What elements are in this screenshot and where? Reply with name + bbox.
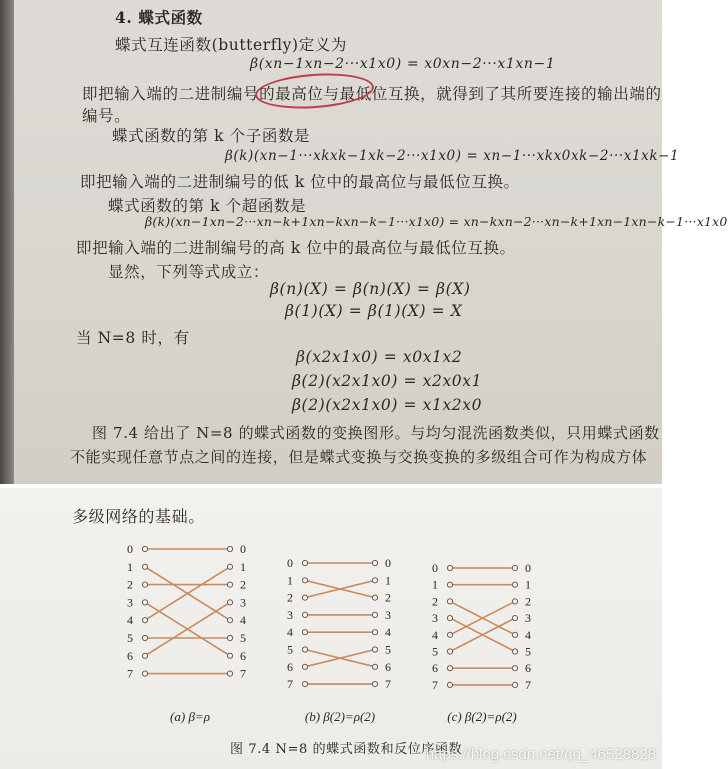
equation-n8-1: β(x2x1x0) = x0x1x2 (296, 348, 463, 366)
node-label-left: 7 (432, 677, 438, 692)
node-label-left: 7 (287, 677, 293, 692)
node-right (372, 630, 377, 635)
node-right (372, 560, 377, 565)
handwritten-ink-circle (254, 70, 375, 112)
node-left (142, 600, 147, 605)
node-right (512, 565, 517, 570)
node-right (227, 671, 232, 676)
node-right (227, 546, 232, 551)
node-label-right: 2 (385, 590, 391, 605)
node-label-right: 6 (240, 648, 246, 663)
node-left (142, 546, 147, 551)
node-right (372, 612, 377, 617)
node-right (372, 647, 377, 652)
equation-identity-2: β(1)(X) = β(1)(X) = X (285, 302, 463, 320)
node-left (302, 630, 307, 635)
equation-definition: β(xn−1xn−2···x1x0) = x0xn−2···x1xn−1 (250, 56, 556, 72)
node-left (447, 582, 452, 587)
node-left (447, 599, 452, 604)
node-left (447, 666, 452, 671)
equation-n8-2: β(2)(x2x1x0) = x2x0x1 (292, 372, 483, 390)
node-label-right: 0 (240, 542, 246, 556)
node-left (142, 653, 147, 658)
n8-statement: 当 N=8 时，有 (76, 329, 190, 347)
butterfly-diagrams-figure (0, 488, 662, 769)
diagram-caption: (b) β(2)=ρ(2) (304, 709, 376, 724)
figure-caption: 图 7.4 N=8 的蝶式函数和反位序函数 (230, 742, 463, 757)
butterfly-diagram-c (432, 561, 531, 724)
node-right (512, 682, 517, 687)
node-label-left: 4 (287, 625, 293, 640)
butterfly-diagram-a (127, 542, 246, 724)
node-label-left: 0 (432, 561, 438, 575)
figure-description-line-a: 图 7.4 给出了 N=8 的蝶式函数的变换图形。与均匀混洗函数类似，只用蝶式函数 (92, 424, 660, 442)
equation-identity-1: β(n)(X) = β(n)(X) = β(X) (270, 280, 471, 298)
node-left (302, 595, 307, 600)
node-label-left: 2 (432, 594, 438, 609)
explanation-line-1a: 即把输入端的二进制编号的最高位与最低位互换，就得到了其所要连接的输出端的 (82, 85, 662, 103)
section-heading: 4. 蝶式函数 (115, 8, 203, 27)
node-left (302, 682, 307, 687)
node-label-left: 3 (287, 607, 293, 622)
watermark: https://blog.csdn.net/qq_46528828 (425, 746, 656, 763)
node-left (447, 632, 452, 637)
node-right (512, 632, 517, 637)
node-label-left: 6 (432, 661, 438, 676)
node-label-right: 6 (525, 661, 531, 676)
figure-description-line-b: 不能实现任意节点之间的连接，但是蝶式变换与交换变换的多级组合可作为构成方体 (70, 448, 648, 466)
node-label-right: 3 (525, 611, 531, 626)
equation-n8-3: β(2)(x2x1x0) = x1x2x0 (292, 396, 483, 414)
node-left (302, 560, 307, 565)
diagram-caption: (c) β(2)=ρ(2) (447, 709, 517, 724)
node-label-left: 4 (432, 627, 438, 642)
node-right (512, 616, 517, 621)
node-label-left: 5 (287, 642, 293, 657)
node-label-right: 5 (525, 644, 531, 659)
node-right (227, 618, 232, 623)
node-right (227, 564, 232, 569)
node-label-left: 3 (127, 595, 133, 610)
subfunction-intro: 蝶式函数的第 k 个子函数是 (112, 127, 311, 145)
textbook-page-photo-bottom (0, 488, 662, 769)
node-right (372, 664, 377, 669)
node-left (447, 565, 452, 570)
butterfly-diagram-b (287, 556, 391, 724)
node-left (302, 664, 307, 669)
explanation-line-3: 即把输入端的二进制编号的高 k 位中的最高位与最低位互换。 (76, 239, 516, 257)
node-label-left: 1 (432, 577, 438, 592)
node-left (447, 682, 452, 687)
node-right (227, 653, 232, 658)
node-right (372, 682, 377, 687)
node-left (302, 612, 307, 617)
node-right (512, 666, 517, 671)
node-label-right: 2 (525, 594, 531, 609)
node-left (142, 671, 147, 676)
node-label-left: 2 (127, 577, 133, 592)
node-left (142, 635, 147, 640)
node-label-left: 7 (127, 666, 133, 681)
node-label-left: 6 (287, 659, 293, 674)
node-label-left: 0 (127, 542, 133, 556)
node-label-right: 5 (240, 631, 246, 645)
node-label-right: 3 (385, 607, 391, 622)
explanation-line-1b: 编号。 (82, 107, 131, 125)
node-label-left: 1 (127, 559, 133, 574)
node-label-right: 7 (385, 677, 391, 692)
explanation-line-2: 即把输入端的二进制编号的低 k 位中的最高位与最低位互换。 (80, 173, 520, 191)
node-right (227, 635, 232, 640)
node-label-right: 1 (240, 559, 246, 574)
node-left (142, 564, 147, 569)
superfunction-intro: 蝶式函数的第 k 个超函数是 (108, 197, 307, 215)
definition-intro: 蝶式互连函数(butterfly)定义为 (115, 36, 347, 54)
node-label-left: 2 (287, 590, 293, 605)
node-label-left: 5 (432, 644, 438, 659)
node-label-right: 0 (385, 556, 391, 570)
node-label-right: 0 (525, 561, 531, 575)
node-label-right: 7 (525, 677, 531, 692)
node-label-right: 4 (240, 613, 246, 628)
obvious-statement: 显然，下列等式成立： (108, 263, 270, 281)
node-label-right: 5 (385, 642, 391, 657)
node-right (512, 599, 517, 604)
node-label-right: 3 (240, 595, 246, 610)
node-label-left: 4 (127, 613, 133, 628)
node-label-right: 1 (385, 573, 391, 588)
node-label-right: 4 (525, 627, 531, 642)
node-left (447, 616, 452, 621)
node-left (142, 618, 147, 623)
node-left (447, 649, 452, 654)
node-label-right: 7 (240, 666, 246, 681)
continuation-text: 多级网络的基础。 (72, 507, 205, 526)
node-left (142, 582, 147, 587)
node-label-left: 1 (287, 573, 293, 588)
node-left (302, 647, 307, 652)
node-label-left: 3 (432, 611, 438, 626)
node-right (512, 582, 517, 587)
node-label-left: 6 (127, 648, 133, 663)
node-label-right: 1 (525, 577, 531, 592)
node-right (372, 595, 377, 600)
node-label-right: 6 (385, 659, 391, 674)
node-right (512, 649, 517, 654)
node-left (302, 578, 307, 583)
node-right (227, 582, 232, 587)
node-label-right: 4 (385, 625, 391, 640)
diagram-caption: (a) β=ρ (170, 709, 210, 724)
equation-subfunction: β(k)(xn−1···xkxk−1xk−2···x1x0) = xn−1···xkx0xk−2···x1xk−1 (225, 148, 680, 164)
node-label-left: 0 (287, 556, 293, 570)
equation-superfunction: β(k)(xn−1xn−2···xn−k+1xn−kxn−k−1···x1x0) = xn−kxn−2···xn−k+1xn−1xn−k−1···x1x0 (145, 214, 728, 229)
node-right (227, 600, 232, 605)
node-label-left: 5 (127, 631, 133, 645)
node-right (372, 578, 377, 583)
node-label-right: 2 (240, 577, 246, 592)
